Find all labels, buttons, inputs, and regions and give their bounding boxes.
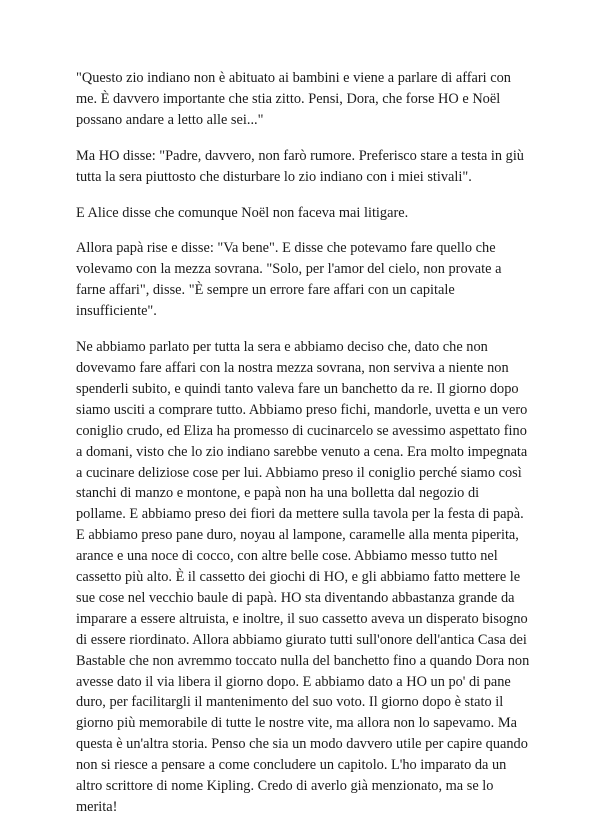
paragraph-5: Ne abbiamo parlato per tutta la sera e abbiamo deciso che, dato che non dovevamo fare affari con la nostra mezza sovrana, non serviva a niente non spenderli subito, e quindi tanto valeva fare un banchetto da re. Il giorno dopo siamo usciti a comprare tutto. Abbiamo preso fichi, mandorle, uvetta e un vero coniglio crudo, ed Eliza ha promesso di cucinarcelo se avessimo aspettato fino a domani, visto che lo zio indiano sarebbe venuto a cena. Era molto impegnata a cucinare deliziose cose per lui. Abbiamo preso il coniglio perché siamo così stanchi di manzo e montone, e papà non ha una bolletta dal negozio di pollame. E abbiamo preso dei fiori da mettere sulla tavola per la festa di papà. E abbiamo preso pane duro, noyau al lampone, caramelle alla menta piperita, arance e una noce di cocco, con altre belle cose. Abbiamo messo tutto nel cassetto più alto. È il cassetto dei giochi di HO, e gli abbiamo fatto mettere le sue cose nel vecchio baule di papà. HO sta diventando abbastanza grande da imparare a essere altruista, e inoltre, il suo cassetto aveva un disperato bisogno di essere riordinato. Allora abbiamo giurato tutti sull'onore dell'antica Casa dei Bastable che non avremmo toccato nulla del banchetto fino a quando Dora non avesse dato il via libera il giorno dopo. E abbiamo dato a HO un po' di pane duro, per facilitargli il mantenimento del suo voto. Il giorno dopo è stato il giorno più memorabile di tutte le nostre vite, ma allora non lo sapevamo. Ma questa è un'altra storia. Penso che sia un modo davvero utile per capire quando non si riesce a pensare a come concludere un capitolo. L'ho imparato da un altro scrittore di nome Kipling. Credo di averlo già menzionato, ma se lo merita! (76, 339, 530, 815)
paragraph-4: Allora papà rise e disse: "Va bene". E disse che potevamo fare quello che volevamo con la mezza sovrana. "Solo, per l'amor del cielo, non provate a farne affari", disse. "È sempre un errore fare affari con un capitale insufficiente". (76, 240, 502, 320)
document-body (76, 68, 531, 818)
paragraph-2: Ma HO disse: "Padre, davvero, non farò rumore. Preferisco stare a testa in giù tutta la sera piuttosto che disturbare lo zio indiano con i miei stivali". (76, 147, 524, 185)
paragraph-1: "Questo zio indiano non è abituato ai bambini e viene a parlare di affari con me. È davvero importante che stia zitto. Pensi, Dora, che forse HO e Noël possano andare a letto alle sei..." (76, 70, 511, 128)
paragraph-3: E Alice disse che comunque Noël non faceva mai litigare. (76, 204, 409, 221)
